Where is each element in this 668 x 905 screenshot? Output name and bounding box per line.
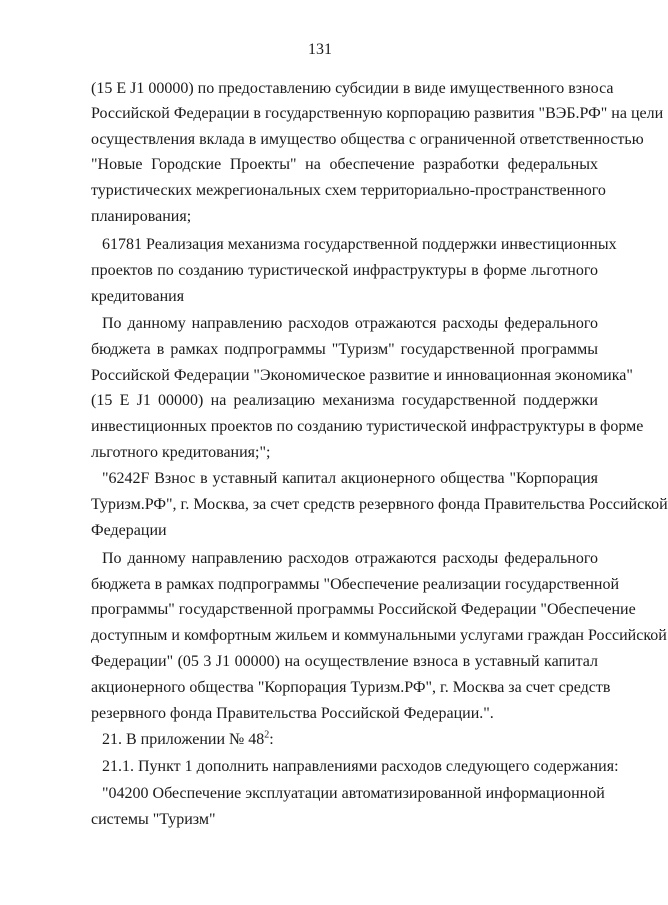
text-line: льготного кредитования;"; [91,444,271,461]
text-line: кредитования [91,288,185,305]
text-line: бюджета в рамках подпрограммы "Туризм" государственной программы [91,341,598,358]
page-number: 131 [308,41,332,58]
text-line: проектов по созданию туристической инфраструктуры в форме льготного [91,262,598,279]
text-line: доступным и комфортным жильем и коммунальными услугами граждан Российской [91,627,667,644]
text-line: туристических межрегиональных схем территориально-пространственного [91,182,606,199]
text-line: резервного фонда Правительства Российской Федерации.". [91,705,494,722]
text-line: "04200 Обеспечение эксплуатации автоматизированной информационной [102,785,605,802]
text-line: осуществления вклада в имущество общества с ограниченной ответственностью [91,131,644,148]
text-line: По данному направлению расходов отражаются расходы федерального [102,315,598,332]
text-line [102,727,598,753]
text-line: "Новые Городские Проекты" на обеспечение разработки федеральных [91,156,598,173]
text-line: Российской Федерации в государственную корпорацию развития "ВЭБ.РФ" на цели [91,105,664,122]
text-line: акционерного общества "Корпорация Туризм.РФ", г. Москва за счет средств [91,679,611,696]
text-line: "6242F Взнос в уставный капитал акционерного общества "Корпорация [102,470,598,487]
text-line: Федерации" (05 3 J1 00000) на осуществление взноса в уставный капитал [91,653,598,670]
text-line: 61781 Реализация механизма государственной поддержки инвестиционных [102,236,617,253]
text-span: : [269,731,274,748]
footnote-marker: 2 [264,729,270,741]
text-line: По данному направлению расходов отражаются расходы федерального [102,550,598,567]
text-line: планирования; [91,208,192,225]
text-line: (15 E J1 00000) по предоставлению субсидии в виде имущественного взноса [91,80,614,97]
text-line: (15 E J1 00000) на реализацию механизма государственной поддержки [91,392,598,409]
text-span: 21. В приложении № 48 [102,731,265,748]
text-line: инвестиционных проектов по созданию туристической инфраструктуры в форме [91,418,644,435]
text-line: Российской Федерации "Экономическое развитие и инновационная экономика" [91,367,633,384]
text-line: Туризм.РФ", г. Москва, за счет средств резервного фонда Правительства Российской [91,496,668,513]
text-line: Федерации [91,522,167,539]
text-line: бюджета в рамках подпрограммы "Обеспечение реализации государственной [91,576,620,593]
text-line: 21.1. Пункт 1 дополнить направлениями расходов следующего содержания: [102,758,619,775]
text-line: системы "Туризм" [91,811,216,828]
text-line: программы" государственной программы Российской Федерации "Обеспечение [91,601,636,618]
